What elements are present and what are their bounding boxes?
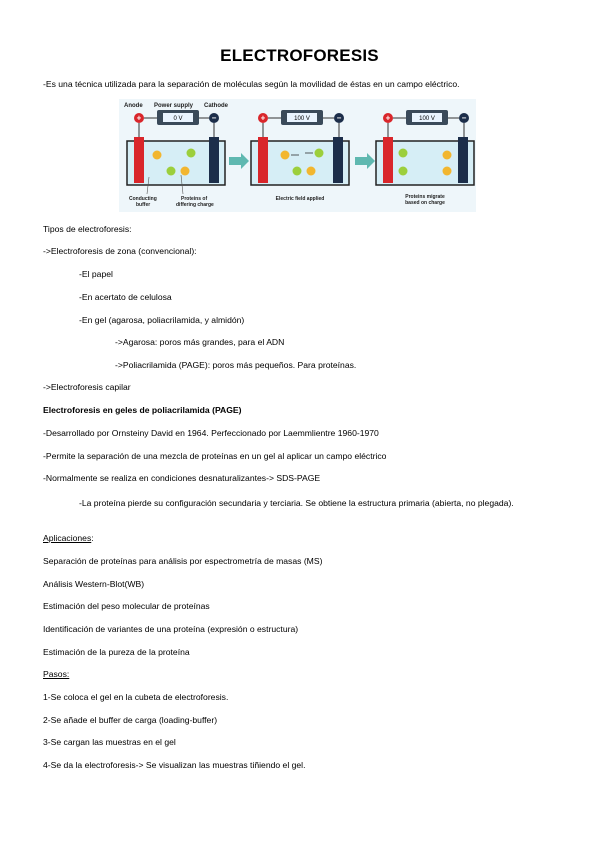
svg-text:differing charge: differing charge (176, 202, 214, 208)
protein-dot (399, 167, 408, 176)
page-section-heading: Electroforesis en geles de poliacrilamida (PAGE) (43, 405, 242, 415)
list-item: 1-Se coloca el gel en la cubeta de electroforesis. (43, 692, 229, 702)
list-item: -En gel (agarosa, poliacrilamida, y almidón) (79, 315, 245, 325)
types-heading: Tipos de electroforesis: (43, 224, 132, 234)
list-item: 3-Se cargan las muestras en el gel (43, 737, 176, 747)
list-item: 4-Se da la electroforesis-> Se visualizan las muestras tiñiendo el gel. (43, 760, 306, 770)
intro-text: -Es una técnica utilizada para la separación de moléculas según la movilidad de éstas en un campo eléctrico. (43, 79, 460, 89)
svg-text:buffer: buffer (136, 202, 151, 208)
protein-dot (187, 149, 196, 158)
list-item: Estimación del peso molecular de proteínas (43, 601, 210, 611)
protein-dot (399, 149, 408, 158)
protein-dot (443, 167, 452, 176)
svg-text:Proteins migrate: Proteins migrate (405, 194, 445, 200)
page-title: ELECTROFORESIS (220, 46, 379, 65)
label-power-supply: Power supply (154, 103, 194, 109)
svg-text:Electric field applied: Electric field applied (275, 196, 325, 202)
protein-dot (315, 149, 324, 158)
voltage-readout-2: 100 V (294, 116, 310, 122)
paragraph: -Desarrollado por Ornsteiny David en 1964. Perfeccionado por Laemmlientre 1960-1970 (43, 428, 379, 438)
list-item: -El papel (79, 269, 113, 279)
label-cathode: Cathode (204, 103, 228, 109)
cathode-electrode (209, 137, 219, 183)
list-item: Identificación de variantes de una proteína (expresión o estructura) (43, 624, 299, 634)
list-item: Análisis Western-Blot(WB) (43, 579, 145, 589)
protein-dot (281, 151, 290, 160)
svg-text:−: − (336, 113, 342, 123)
zone-electrophoresis: ->Electroforesis de zona (convencional): (43, 246, 197, 256)
svg-text:+: + (385, 113, 391, 123)
applications-heading-text: Aplicaciones (43, 533, 92, 543)
svg-text:−: − (211, 113, 217, 123)
svg-text:based on charge: based on charge (405, 200, 445, 206)
paragraph: -La proteína pierde su configuración secundaria y terciaria. Se obtiene la estructura primaria (abierta, no plegada). (79, 498, 514, 508)
list-item: Separación de proteínas para análisis por espectrometría de masas (MS) (43, 556, 323, 566)
list-item: Estimación de la pureza de la proteína (43, 647, 190, 657)
voltage-readout-1: 0 V (173, 116, 183, 122)
svg-text:+: + (260, 113, 266, 123)
voltage-readout-3: 100 V (419, 116, 435, 122)
list-item: ->Agarosa: poros más grandes, para el ADN (115, 337, 285, 347)
anode-electrode (134, 137, 144, 183)
protein-dot (153, 151, 162, 160)
steps-heading: Pasos: (43, 669, 70, 679)
cathode-electrode (333, 137, 343, 183)
protein-dot (181, 167, 190, 176)
protein-dot (293, 167, 302, 176)
label-anode: Anode (124, 103, 143, 109)
paragraph: -Normalmente se realiza en condiciones desnaturalizantes-> SDS-PAGE (43, 473, 321, 483)
svg-text:Proteins of: Proteins of (181, 196, 208, 202)
protein-dot (307, 167, 316, 176)
svg-text:Conducting: Conducting (129, 196, 157, 202)
protein-dot (443, 151, 452, 160)
applications-colon: : (91, 533, 94, 543)
protein-dot (167, 167, 176, 176)
anode-electrode (258, 137, 268, 183)
cathode-electrode (458, 137, 468, 183)
anode-electrode (383, 137, 393, 183)
capillary-electrophoresis: ->Electroforesis capilar (43, 382, 131, 392)
svg-text:+: + (136, 113, 142, 123)
electrophoresis-figure (119, 99, 476, 212)
list-item: -En acertato de celulosa (79, 292, 172, 302)
list-item: 2-Se añade el buffer de carga (loading-buffer) (43, 715, 218, 725)
applications-heading (43, 533, 94, 544)
paragraph: -Permite la separación de una mezcla de proteínas en un gel al aplicar un campo eléctrico (43, 451, 387, 461)
svg-text:−: − (461, 113, 467, 123)
list-item: ->Poliacrilamida (PAGE): poros más pequeños. Para proteínas. (115, 360, 357, 370)
